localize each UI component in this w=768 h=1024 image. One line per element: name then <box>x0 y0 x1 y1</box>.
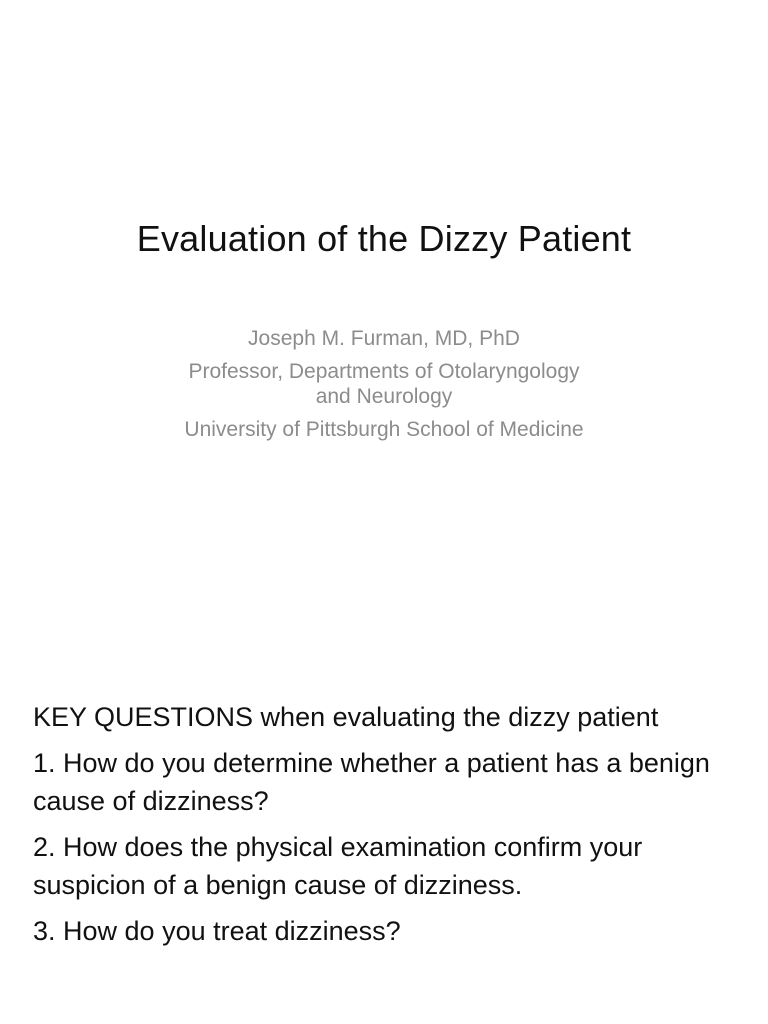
question-1: 1. How do you determine whether a patient has a benign cause of dizziness? <box>33 748 710 816</box>
institution: University of Pittsburgh School of Medicine <box>184 418 584 441</box>
presentation-title: Evaluation of the Dizzy Patient <box>136 218 632 259</box>
position-line-1: Professor, Departments of Otolaryngology <box>188 360 580 383</box>
question-3: 3. How do you treat dizziness? <box>33 916 401 946</box>
position-line-2: and Neurology <box>315 385 453 408</box>
key-questions-list <box>33 698 745 958</box>
author-name: Joseph M. Furman, MD, PhD <box>248 327 520 350</box>
presenter-info <box>120 326 648 442</box>
question-2: 2. How does the physical examination confirm your suspicion of a benign cause of dizziness. <box>33 832 643 900</box>
questions-heading: KEY QUESTIONS when evaluating the dizzy patient <box>33 702 659 732</box>
questions-slide <box>0 672 768 1024</box>
